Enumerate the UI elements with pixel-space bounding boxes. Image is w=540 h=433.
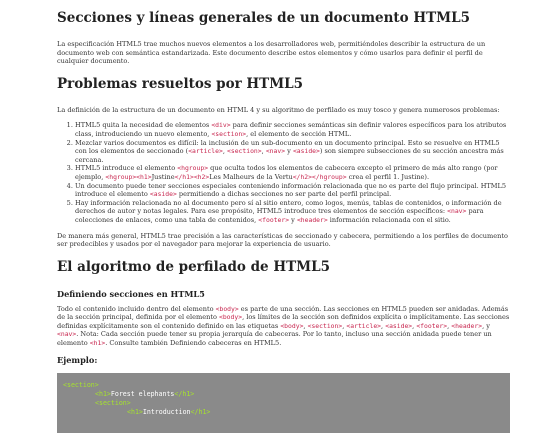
algorithm-paragraph: Todo el contenido incluido dentro del elemento <body> es parte de una sección. Las secciones en HTML5 pueden ser anidadas. Además de la sección principal, definida por el elemento <body>, los límites de la sección son definidos explícita o implícitamente. Las secciones definidas explícitamente son el contenido definido en las etiquetas <body>, <section>, <article>, <aside>, <footer>, <header>, y <nav>. Nota: Cada sección puede tener su propia jerarquía de cabeceras. Por lo tanto, incluso una sección anidada puede tener un elemento <h1>. Consulte también Definiendo cabeceras en HTML5. xyxy=(57,304,510,348)
code-line: <h1>Introduction</h1> xyxy=(127,407,211,416)
problems-heading: Problemas resueltos por HTML5 xyxy=(57,75,304,92)
problems-closing: De manera más general, HTML5 trae precisión a las características de seccionado y cabecera, permitiendo a los perfiles de documento ser predecibles y usados por el navegador para mejorar la experiencia de usuario. xyxy=(57,231,508,249)
list-item: 2. Mezclar varios documentos es difícil: la inclusión de un sub-documento en un documento principal. Esto se resuelve en HTML5 con los elementos de seccionado (<article>, <section>, <nav> y <aside>) son siempre subsecciones de su sección ancestra más cercana. xyxy=(75,139,510,165)
code-example xyxy=(57,373,510,433)
intro-paragraph: La especificación HTML5 trae muchos nuevos elementos a los desarrolladores web, permitiéndoles describir la estructura de un documento web con semántica estandarizada. Este documento describe estos elementos y cómo usarlos para definir el perfil de cualquier documento. xyxy=(57,40,486,66)
code-line: <h1>Forest elephants</h1> xyxy=(95,389,195,398)
problems-lead: La definición de la estructura de un documento en HTML 4 y su algoritmo de perfilado es muy tosco y genera numerosos problemas: xyxy=(57,105,500,114)
list-item: 3. HTML5 introduce el elemento <hgroup> que oculta todos los elementos de cabecera excepto el primero de más alto rango (por ejemplo, <hgroup><h1>Justine</h1><h2>Les Malheurs de la Vertu</h2></hgroup> crea el perfil 1. Justine). xyxy=(75,164,510,181)
code-line: <section> xyxy=(95,398,131,407)
list-item: 4. Un documento puede tener secciones especiales conteniendo información relacionada que no es parte del flujo principal. HTML5 introduce el elemento <aside> permitiendo a dichas secciones no ser parte del perfil principal. xyxy=(75,182,510,199)
problems-list xyxy=(57,121,510,224)
code-line: <section> xyxy=(63,380,99,389)
list-item: 5. Hay información relacionada no al documento pero sí al sitio entero, como logos, menús, tablas de contenidos, o información de derechos de autor y notas legales. Para ese propósito, HTML5 introduce tres elementos de sección específicos: <nav> para colecciones de enlaces, como una tabla de contenidos, <footer> y <header> información relacionada con el sitio. xyxy=(75,199,510,225)
algorithm-subheading: Definiendo secciones en HTML5 xyxy=(57,288,205,299)
algorithm-heading: El algoritmo de perfilado de HTML5 xyxy=(57,258,330,275)
list-item: 1. HTML5 quita la necesidad de elementos <div> para definir secciones semánticas sin definir valores específicos para los atributos class, introduciendo un nuevo elemento, <section>, el elemento de sección HTML. xyxy=(75,121,510,138)
page-title: Secciones y líneas generales de un documento HTML5 xyxy=(57,10,470,26)
example-label: Ejemplo: xyxy=(57,354,98,365)
